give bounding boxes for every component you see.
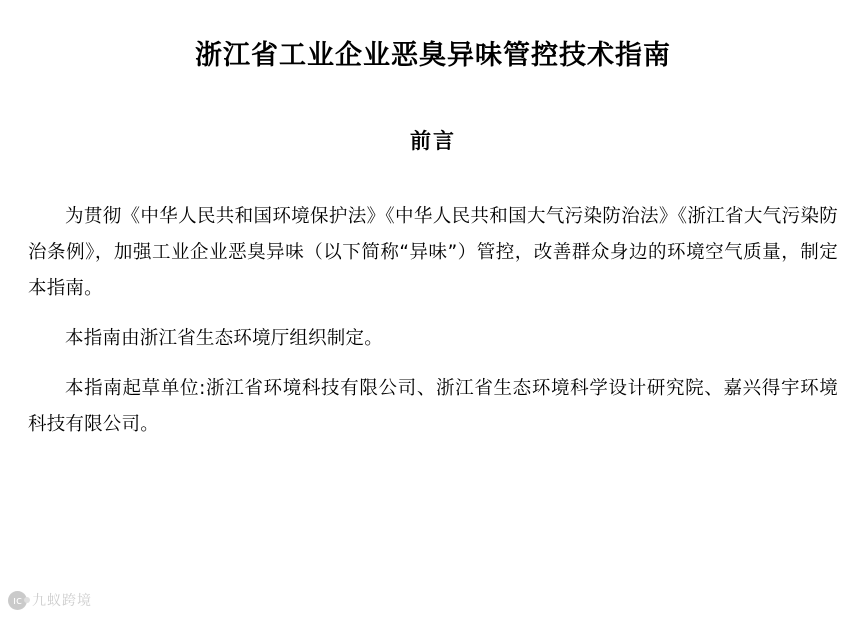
section-heading-preface: 前言 xyxy=(410,129,456,154)
paragraph: 为贯彻《中华人民共和国环境保护法》《中华人民共和国大气污染防治法》《浙江省大气污染防治条例》，加强工业企业恶臭异味（以下简称“异味”）管控，改善群众身边的环境空气质量，制定本指南。 xyxy=(28,206,838,300)
page-title: 浙江省工业企业恶臭异味管控技术指南 xyxy=(195,40,671,71)
paragraph: 本指南由浙江省生态环境厅组织制定。 xyxy=(65,328,383,350)
document-body xyxy=(28,199,838,443)
paragraph: 本指南起草单位:浙江省环境科技有限公司、浙江省生态环境科学设计研究院、嘉兴得宇环境科技有限公司。 xyxy=(28,378,838,436)
watermark-label: 九蚁跨境 xyxy=(32,593,92,609)
watermark xyxy=(8,590,92,610)
document-page xyxy=(0,38,866,617)
watermark-logo-icon: ıc xyxy=(8,591,27,610)
